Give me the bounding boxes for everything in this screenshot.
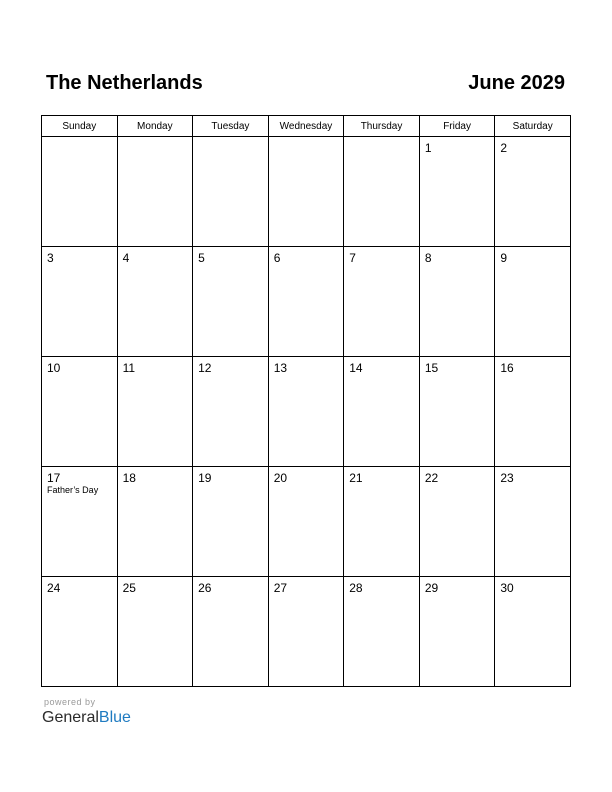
day-cell (344, 577, 420, 687)
day-number: 25 (122, 581, 136, 595)
day-cell (42, 247, 118, 357)
day-number: 23 (500, 471, 514, 485)
day-cell (268, 357, 344, 467)
day-number: 18 (122, 471, 136, 485)
week-row (42, 577, 571, 687)
day-cell (495, 137, 571, 247)
day-number: 29 (424, 581, 439, 595)
day-number: 21 (349, 471, 363, 485)
day-cell (117, 577, 193, 687)
day-number: 16 (500, 361, 514, 375)
day-cell (344, 137, 420, 247)
logo-general-text: General (42, 709, 99, 726)
day-number: 4 (122, 251, 130, 265)
day-number: 14 (349, 361, 363, 375)
day-number: 22 (424, 471, 439, 485)
day-cell (268, 467, 344, 577)
weekday-thursday: Thursday (344, 116, 420, 137)
day-number: 30 (500, 581, 514, 595)
day-number: 20 (273, 471, 288, 485)
day-number: 12 (198, 361, 212, 375)
day-cell (193, 137, 269, 247)
day-number: 26 (198, 581, 212, 595)
day-cell (193, 357, 269, 467)
day-cell (495, 577, 571, 687)
weekday-sunday: Sunday (42, 116, 118, 137)
month-year-title: June 2029 (468, 72, 565, 94)
day-number: 24 (47, 581, 61, 595)
day-cell (117, 357, 193, 467)
day-number: 5 (198, 251, 205, 265)
powered-by-label: powered by (44, 697, 96, 707)
week-row (42, 247, 571, 357)
day-number: 2 (500, 141, 508, 155)
day-number: 10 (47, 361, 61, 375)
day-number: 19 (198, 471, 212, 485)
day-number: 8 (424, 251, 432, 265)
day-cell (495, 357, 571, 467)
day-cell (419, 357, 495, 467)
day-cell (42, 357, 118, 467)
week-row (42, 467, 571, 577)
day-cell (495, 247, 571, 357)
day-number: 15 (424, 361, 439, 375)
day-cell (42, 137, 118, 247)
country-title: The Netherlands (46, 72, 203, 94)
day-number: 6 (273, 251, 281, 265)
day-number: 13 (273, 361, 288, 375)
day-cell (268, 247, 344, 357)
day-number: 7 (349, 251, 356, 265)
day-number: 3 (47, 251, 54, 265)
generalblue-logo[interactable] (42, 708, 131, 728)
day-cell (268, 137, 344, 247)
day-number: 28 (349, 581, 363, 595)
day-cell (117, 247, 193, 357)
holiday-label: Father’s Day (47, 485, 99, 495)
weekday-wednesday: Wednesday (268, 116, 344, 137)
weekday-tuesday: Tuesday (193, 116, 269, 137)
week-row (42, 357, 571, 467)
day-cell (268, 577, 344, 687)
day-number: 27 (273, 581, 288, 595)
day-cell (193, 577, 269, 687)
day-cell (419, 577, 495, 687)
day-number: 1 (424, 141, 432, 155)
logo-blue-text: Blue (98, 709, 131, 726)
day-cell (193, 247, 269, 357)
day-cell (117, 137, 193, 247)
weekday-friday: Friday (419, 116, 495, 137)
day-cell (495, 467, 571, 577)
day-cell (419, 467, 495, 577)
day-number: 9 (500, 251, 508, 265)
day-cell (117, 467, 193, 577)
weekday-saturday: Saturday (495, 116, 571, 137)
day-cell (344, 467, 420, 577)
day-cell (193, 467, 269, 577)
day-cell (42, 577, 118, 687)
day-cell (344, 247, 420, 357)
day-number: 11 (122, 361, 136, 375)
week-row (42, 137, 571, 247)
day-cell (419, 247, 495, 357)
day-cell (419, 137, 495, 247)
calendar-grid (41, 115, 571, 687)
weekday-monday: Monday (117, 116, 193, 137)
day-number: 17 (47, 471, 61, 485)
day-cell (344, 357, 420, 467)
day-cell (42, 467, 118, 577)
weekday-header-row (42, 116, 571, 137)
